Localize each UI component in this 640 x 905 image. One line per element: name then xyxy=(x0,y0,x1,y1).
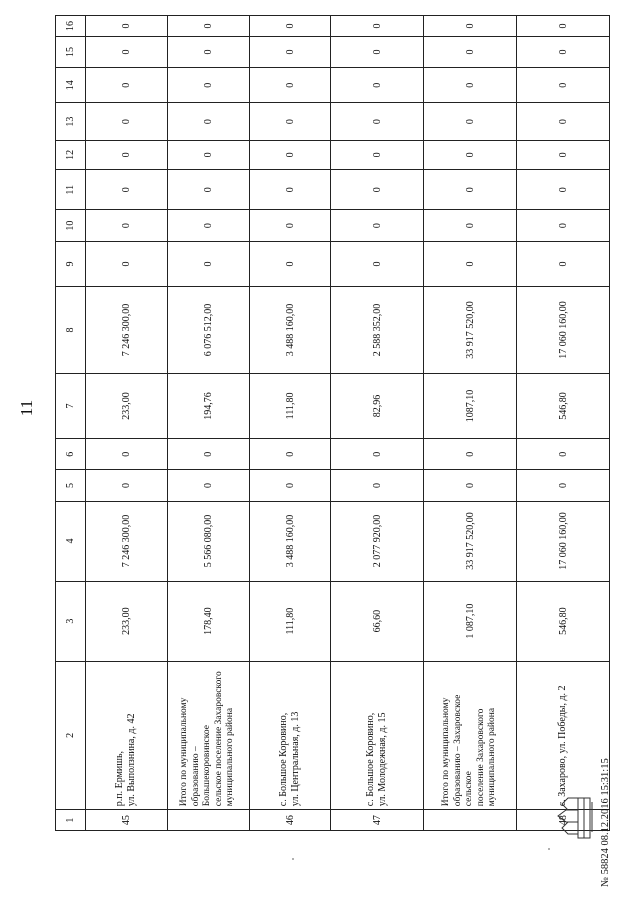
column-header: 15 xyxy=(56,36,86,67)
column-header: 10 xyxy=(56,210,86,241)
value-cell: 0 xyxy=(167,470,249,501)
stamp-logo xyxy=(548,790,604,846)
address-cell xyxy=(167,661,249,810)
value-cell: 0 xyxy=(331,16,423,37)
value-cell: 2 588 352,00 xyxy=(331,287,423,373)
value-cell: 0 xyxy=(167,16,249,37)
value-cell: 0 xyxy=(86,169,168,210)
value-cell: 0 xyxy=(167,103,249,140)
value-cell: 0 xyxy=(86,241,168,287)
address-cell xyxy=(517,661,610,810)
scan-dot xyxy=(548,848,550,850)
value-cell: 0 xyxy=(167,169,249,210)
value-cell: 0 xyxy=(167,36,249,67)
address-line: поселение Захаровского xyxy=(475,708,486,807)
address-line: ул. Центральная, д. 13 xyxy=(290,711,302,807)
value-cell: 0 xyxy=(331,68,423,103)
value-cell: 546,80 xyxy=(517,581,610,661)
value-cell: 6 076 512,00 xyxy=(167,287,249,373)
column-header: 7 xyxy=(56,373,86,438)
value-cell: 0 xyxy=(517,210,610,241)
value-cell: 178,40 xyxy=(167,581,249,661)
value-cell: 0 xyxy=(423,68,517,103)
table-row xyxy=(86,16,168,831)
value-cell: 0 xyxy=(423,36,517,67)
value-cell: 233,00 xyxy=(86,581,168,661)
value-cell: 0 xyxy=(249,103,331,140)
column-header: 8 xyxy=(56,287,86,373)
value-cell: 0 xyxy=(423,210,517,241)
value-cell: 0 xyxy=(517,16,610,37)
value-cell: 0 xyxy=(249,169,331,210)
value-cell: 0 xyxy=(86,103,168,140)
value-cell: 1087,10 xyxy=(423,373,517,438)
row-number: 48 xyxy=(517,810,610,831)
column-header: 5 xyxy=(56,470,86,501)
row-number xyxy=(423,810,517,831)
address-cell xyxy=(86,661,168,810)
column-header: 16 xyxy=(56,16,86,37)
value-cell: 1 087,10 xyxy=(423,581,517,661)
row-number xyxy=(167,810,249,831)
value-cell: 0 xyxy=(249,68,331,103)
value-cell: 0 xyxy=(423,169,517,210)
value-cell: 0 xyxy=(249,36,331,67)
value-cell: 0 xyxy=(517,169,610,210)
column-header: 1 xyxy=(56,810,86,831)
value-cell: 0 xyxy=(249,210,331,241)
value-cell: 33 917 520,00 xyxy=(423,501,517,581)
value-cell: 0 xyxy=(517,241,610,287)
value-cell: 546,80 xyxy=(517,373,610,438)
value-cell: 0 xyxy=(331,169,423,210)
value-cell: 0 xyxy=(167,210,249,241)
address-line: образованию – Захаровское сельское xyxy=(452,694,475,807)
address-line: Итого по муниципальному xyxy=(441,697,452,807)
row-number: 47 xyxy=(331,810,423,831)
value-cell: 0 xyxy=(249,470,331,501)
value-cell: 0 xyxy=(249,439,331,470)
value-cell: 7 246 300,00 xyxy=(86,287,168,373)
address-line: сельское поселение Захаровского xyxy=(213,671,224,807)
table-row xyxy=(249,16,331,831)
column-header: 12 xyxy=(56,140,86,169)
value-cell: 0 xyxy=(167,68,249,103)
value-cell: 0 xyxy=(423,241,517,287)
address-line: с. Большое Коровино, xyxy=(365,712,377,807)
address-line: муниципального района xyxy=(487,707,498,807)
table-row xyxy=(517,16,610,831)
value-cell: 82,96 xyxy=(331,373,423,438)
value-cell: 0 xyxy=(331,36,423,67)
value-cell: 0 xyxy=(331,210,423,241)
value-cell: 0 xyxy=(86,68,168,103)
value-cell: 0 xyxy=(423,103,517,140)
address-line: ул. Молодежная, д. 15 xyxy=(377,712,389,807)
value-cell: 7 246 300,00 xyxy=(86,501,168,581)
value-cell: 0 xyxy=(423,470,517,501)
address-line: Итого по муниципальному xyxy=(179,697,190,807)
value-cell: 3 488 160,00 xyxy=(249,287,331,373)
value-cell: 0 xyxy=(167,439,249,470)
address-line: с. Большое Коровино, xyxy=(278,712,290,807)
value-cell: 33 917 520,00 xyxy=(423,287,517,373)
address-line: с. Захарово, ул. Победы, д. 2 xyxy=(557,685,569,807)
value-cell: 0 xyxy=(167,140,249,169)
value-cell: 0 xyxy=(86,140,168,169)
table-body xyxy=(86,16,610,831)
row-number: 46 xyxy=(249,810,331,831)
value-cell: 233,00 xyxy=(86,373,168,438)
scan-dot xyxy=(292,858,294,860)
value-cell: 0 xyxy=(331,241,423,287)
address-cell xyxy=(249,661,331,810)
value-cell: 111,80 xyxy=(249,581,331,661)
address-cell xyxy=(423,661,517,810)
value-cell: 0 xyxy=(331,470,423,501)
value-cell: 3 488 160,00 xyxy=(249,501,331,581)
column-header: 13 xyxy=(56,103,86,140)
value-cell: 0 xyxy=(249,16,331,37)
total-row xyxy=(167,16,249,831)
value-cell: 0 xyxy=(167,241,249,287)
column-header: 6 xyxy=(56,439,86,470)
column-header: 11 xyxy=(56,169,86,210)
value-cell: 0 xyxy=(249,241,331,287)
value-cell: 5 566 080,00 xyxy=(167,501,249,581)
column-header: 4 xyxy=(56,501,86,581)
column-header: 14 xyxy=(56,68,86,103)
value-cell: 0 xyxy=(86,439,168,470)
address-cell xyxy=(331,661,423,810)
value-cell: 0 xyxy=(517,439,610,470)
value-cell: 0 xyxy=(423,16,517,37)
total-row xyxy=(423,16,517,831)
value-cell: 0 xyxy=(86,210,168,241)
budget-table xyxy=(55,15,610,831)
address-line: муниципального района xyxy=(225,707,236,807)
value-cell: 194,76 xyxy=(167,373,249,438)
address-line: ул. Выползнина, д. 42 xyxy=(126,713,138,807)
value-cell: 0 xyxy=(331,140,423,169)
value-cell: 0 xyxy=(517,103,610,140)
registration-text: № 58824 08.12.2016 15:31:15 xyxy=(600,758,611,887)
value-cell: 0 xyxy=(517,470,610,501)
value-cell: 0 xyxy=(86,470,168,501)
table-row xyxy=(331,16,423,831)
column-header: 3 xyxy=(56,581,86,661)
value-cell: 0 xyxy=(517,36,610,67)
address-line: образованию – Большекоровинское xyxy=(190,725,213,807)
table-frame xyxy=(55,15,610,831)
registration-stamp xyxy=(600,617,612,887)
value-cell: 17 060 160,00 xyxy=(517,287,610,373)
header-row xyxy=(56,16,86,831)
value-cell: 2 077 920,00 xyxy=(331,501,423,581)
value-cell: 0 xyxy=(423,140,517,169)
address-line: р.п. Ермишь, xyxy=(114,750,126,807)
value-cell: 17 060 160,00 xyxy=(517,501,610,581)
column-header: 2 xyxy=(56,661,86,810)
value-cell: 0 xyxy=(331,439,423,470)
value-cell: 0 xyxy=(249,140,331,169)
value-cell: 0 xyxy=(517,68,610,103)
value-cell: 0 xyxy=(331,103,423,140)
value-cell: 66,60 xyxy=(331,581,423,661)
page-number: 11 xyxy=(17,399,36,417)
value-cell: 0 xyxy=(517,140,610,169)
value-cell: 0 xyxy=(86,16,168,37)
row-number: 45 xyxy=(86,810,168,831)
value-cell: 0 xyxy=(423,439,517,470)
column-header: 9 xyxy=(56,241,86,287)
value-cell: 111,80 xyxy=(249,373,331,438)
value-cell: 0 xyxy=(86,36,168,67)
